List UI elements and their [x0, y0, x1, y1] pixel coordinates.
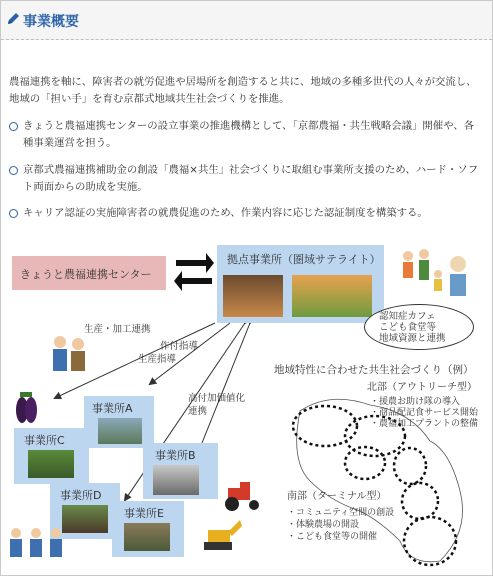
bullet-text: 京都式農福連携補助金の創設「農福×共生」社会づくりに取組む事業所支援のため、ハード・ソフト両面からの助成を実施。 [23, 164, 479, 193]
bubble-line: 地域資源と連携 [379, 333, 446, 344]
center-label: きょうと農福連携センター [20, 268, 152, 281]
label-production: 生産・加工連携 [84, 324, 151, 335]
site-name: 事業所C [24, 434, 65, 447]
bubble-line: 認知症カフェ [379, 311, 436, 322]
site-box-c [14, 428, 89, 484]
north-item: ・援農お助け隊の導入 [370, 397, 461, 407]
hub-office-box [217, 245, 384, 323]
bullet-item [9, 205, 484, 223]
food-photo [292, 275, 372, 317]
bullet-ring-icon [9, 166, 18, 175]
farmers-icon [48, 334, 93, 378]
site-name: 事業所A [92, 402, 133, 415]
greenhouse-photo [98, 418, 142, 444]
forest-photo [124, 523, 170, 551]
field-photo [28, 450, 74, 478]
site-box-b [143, 443, 218, 499]
north-title: 北部（アウトリーチ型） [367, 382, 477, 393]
overview-diagram [0, 238, 493, 576]
site-name: 事業所B [155, 449, 196, 462]
site-box-a [84, 396, 154, 448]
intro-text: 農福連携を軸に、障害者の就労促進や居場所を創造すると共に、地域の多種多世代の人々が交流し、地域の「担い手」を育む京都式地域共生社会づくりを推進。 [9, 76, 477, 105]
bullet-item [9, 162, 484, 198]
eggplant-icon [12, 386, 40, 426]
factory-photo [153, 465, 199, 495]
pencil-icon [6, 11, 20, 27]
site-name: 事業所D [60, 489, 102, 502]
region-title: 地域特性に合わせた共生社会づくり（例） [274, 364, 474, 376]
south-item: ・コミュニティ空間の創設 [287, 508, 395, 518]
section-title: 事業概要 [23, 14, 79, 30]
excavator-icon [200, 514, 244, 554]
label-guidance1: 作付指導 [160, 341, 199, 352]
community-bubble [364, 304, 474, 350]
south-title: 南部（ターミナル型） [287, 491, 387, 502]
center-box [12, 256, 166, 290]
bullet-item [9, 118, 484, 154]
site-box-e [112, 501, 184, 557]
bubble-line: こども食堂等 [379, 322, 437, 333]
label-guidance2: 生産指導 [138, 354, 177, 365]
bullet-ring-icon [9, 122, 18, 131]
workers-icon [6, 523, 68, 563]
bullet-text: キャリア認証の実施障害者の就農促進のため、作業内容に応じた認証制度を構築する。 [23, 207, 428, 219]
north-item: ・商品配記食サービス開始 [370, 408, 479, 418]
tractor-icon [222, 482, 264, 512]
label-value-add: 高付加価値化 [188, 393, 246, 404]
cafe-photo [223, 275, 283, 317]
bullet-ring-icon [9, 209, 18, 218]
north-item: ・農福加工プラントの整備 [370, 419, 479, 429]
hub-title: 拠点事業所（圏域サテライト） [227, 253, 381, 266]
bidirectional-arrows-icon [172, 248, 216, 294]
section-header [1, 1, 492, 40]
crop-photo [62, 505, 108, 533]
south-item: ・体験農場の開設 [287, 520, 360, 530]
label-value-add-2: 連携 [188, 406, 208, 417]
bullet-text: きょうと農福連携センターの設立事業の推進機構として、「京都農福・共生戦略会議」開催や、各種事業運営を担う。 [23, 120, 475, 149]
site-name: 事業所E [124, 507, 164, 520]
south-item: ・こども食堂等の開催 [287, 532, 378, 542]
family-people-icon [398, 246, 473, 302]
